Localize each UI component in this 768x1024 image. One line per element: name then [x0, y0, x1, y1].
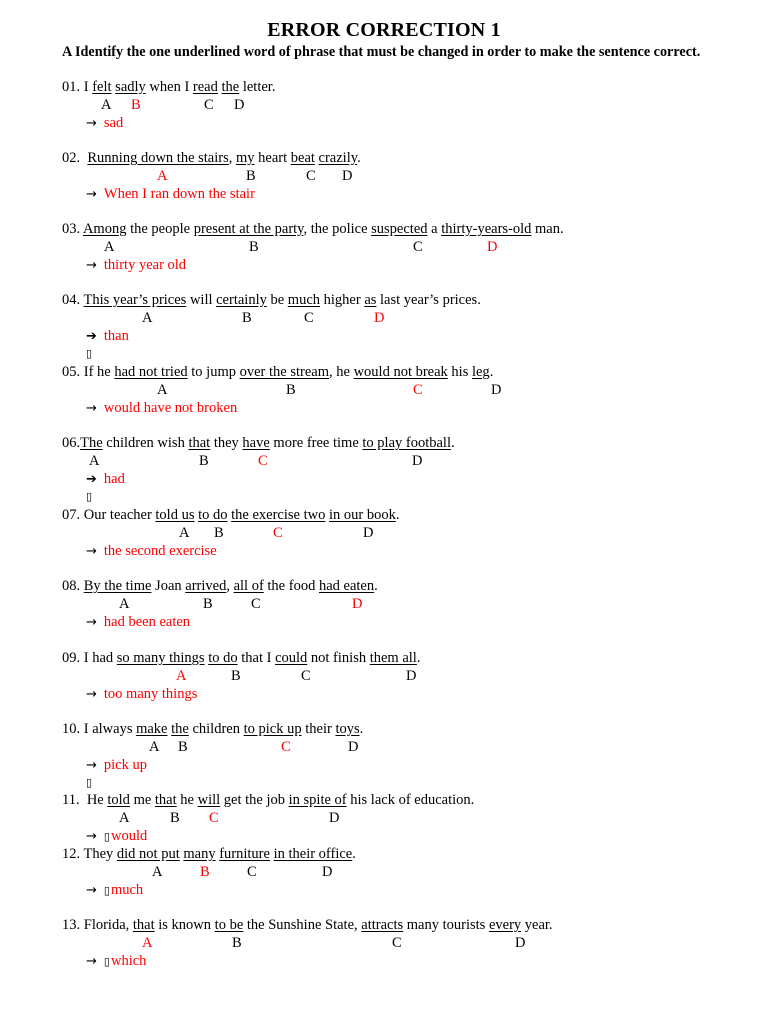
sentence-text: be [266, 292, 288, 308]
sentence-text: children [188, 721, 244, 737]
placeholder-box-icon: ▯ [103, 955, 110, 968]
sentence-text: 01. I [62, 79, 93, 95]
sentence-text: 09. I had [62, 650, 117, 666]
arrow-icon: → [86, 687, 97, 702]
arrow-icon: → [86, 954, 97, 969]
option-letter-b: B [131, 97, 141, 113]
option-letter-d: D [412, 453, 423, 469]
underlined-option: to pick up [243, 721, 302, 737]
arrow-icon: → [86, 544, 97, 559]
page-title: ERROR CORRECTION 1 [267, 19, 501, 41]
sentence-text: 02. [62, 150, 88, 166]
option-letters [0, 810, 768, 827]
option-letter-b: B [214, 525, 224, 541]
correction-answer [86, 828, 147, 845]
sentence-text: 06. [62, 435, 81, 451]
placeholder-box-icon: ▯ [103, 830, 110, 843]
correction-text: much [110, 882, 144, 898]
sentence-text: when I [145, 79, 193, 95]
option-letter-b: B [232, 935, 242, 951]
underlined-option: many [183, 846, 216, 862]
sentence-text: 07. Our teacher [62, 507, 156, 523]
placeholder-box-icon: ▯ [103, 884, 110, 897]
underlined-option: did not put [116, 846, 180, 862]
underlined-option: make [136, 721, 168, 737]
question-sentence [62, 221, 564, 238]
correction-answer [86, 471, 125, 488]
sentence-text: more free time [269, 435, 363, 451]
option-letter-c: C [413, 382, 423, 398]
correction-text: had [103, 471, 125, 487]
option-letter-d: D [322, 864, 333, 880]
underlined-option: told [107, 792, 130, 808]
sentence-text: letter. [239, 79, 276, 95]
option-letters [0, 525, 768, 542]
underlined-option: in their office [273, 846, 353, 862]
option-letter-c: C [306, 168, 316, 184]
sentence-text: that I [237, 650, 276, 666]
underlined-option: certainly [216, 292, 267, 308]
option-letter-c: C [273, 525, 283, 541]
option-letter-a: A [152, 864, 163, 880]
option-letter-d: D [352, 596, 363, 612]
correction-text: would [110, 828, 148, 844]
option-letter-a: A [142, 935, 153, 951]
option-letter-c: C [392, 935, 402, 951]
arrow-icon: → [86, 187, 97, 202]
question-sentence [62, 507, 399, 524]
sentence-text: . [489, 364, 494, 380]
underlined-option: read [192, 79, 218, 95]
placeholder-box-icon: ▯ [86, 490, 93, 503]
option-letter-a: A [101, 97, 112, 113]
sentence-text: . [352, 846, 356, 862]
underlined-option: beat [290, 150, 315, 166]
option-letter-a: A [157, 382, 168, 398]
arrow-icon: → [86, 883, 97, 898]
option-letter-b: B [246, 168, 256, 184]
sentence-text: he [176, 792, 198, 808]
underlined-option: thirty-years-old [441, 221, 532, 237]
underlined-option: attracts [361, 917, 404, 933]
correction-text: than [103, 328, 129, 344]
option-letters [0, 935, 768, 952]
option-letter-c: C [281, 739, 291, 755]
option-letters [0, 239, 768, 256]
arrow-icon: → [86, 829, 97, 844]
sentence-text: 13. Florida, [62, 917, 133, 933]
question-sentence [62, 364, 493, 381]
sentence-text: . [450, 435, 455, 451]
underlined-option: leg [471, 364, 490, 380]
sentence-text: 10. I always [62, 721, 137, 737]
arrow-icon: → [86, 258, 97, 273]
correction-text: When I ran down the stair [103, 186, 255, 202]
option-letter-a: A [104, 239, 115, 255]
question-sentence [62, 578, 378, 595]
underlined-option: Running down the stairs [87, 150, 229, 166]
correction-answer [86, 882, 143, 899]
sentence-text: 12. They [62, 846, 117, 862]
sentence-text: is known [154, 917, 215, 933]
underlined-option: that [188, 435, 211, 451]
correction-text: thirty year old [103, 257, 187, 273]
sentence-text: 04. [62, 292, 84, 308]
option-letter-a: A [119, 596, 130, 612]
question-sentence [62, 721, 363, 738]
option-letter-d: D [329, 810, 340, 826]
sentence-text: , [228, 150, 236, 166]
question-sentence [62, 150, 361, 167]
underlined-option: sadly [115, 79, 146, 95]
question-sentence [62, 79, 275, 96]
sentence-text: their [301, 721, 336, 737]
option-letters [0, 168, 768, 185]
sentence-text: . [395, 507, 400, 523]
correction-answer [86, 686, 197, 703]
option-letter-d: D [342, 168, 353, 184]
sentence-text: his lack of education. [346, 792, 475, 808]
underlined-option: have [242, 435, 270, 451]
correction-text: would have not broken [103, 400, 238, 416]
arrow-icon: ➔ [86, 329, 97, 344]
correction-text: too many things [103, 686, 198, 702]
sentence-text: , the police [303, 221, 372, 237]
arrow-icon: → [86, 401, 97, 416]
option-letter-a: A [119, 810, 130, 826]
option-letter-a: A [89, 453, 100, 469]
option-letters [0, 97, 768, 114]
underlined-option: toys [335, 721, 360, 737]
underlined-option: so many things [116, 650, 205, 666]
correction-answer [86, 953, 146, 970]
correction-answer [86, 757, 147, 774]
correction-answer [86, 400, 237, 417]
arrow-icon: ➔ [86, 472, 97, 487]
sentence-text: 08. [62, 578, 84, 594]
correction-answer [86, 186, 255, 203]
option-letters [0, 668, 768, 685]
underlined-option: to be [214, 917, 244, 933]
option-letter-c: C [209, 810, 219, 826]
underlined-option: had eaten [318, 578, 375, 594]
underlined-option: over the stream [239, 364, 329, 380]
sentence-text: heart [254, 150, 291, 166]
sentence-text: Joan [151, 578, 186, 594]
option-letter-b: B [170, 810, 180, 826]
correction-answer [86, 614, 190, 631]
question-sentence [62, 292, 481, 309]
option-letter-b: B [231, 668, 241, 684]
underlined-option: This year’s prices [83, 292, 187, 308]
option-letter-c: C [204, 97, 214, 113]
option-letter-c: C [301, 668, 311, 684]
option-letters [0, 453, 768, 470]
sentence-text: year. [521, 917, 553, 933]
option-letters [0, 864, 768, 881]
underlined-option: in spite of [288, 792, 347, 808]
underlined-option: to do [198, 507, 228, 523]
option-letter-d: D [487, 239, 498, 255]
correction-text: had been eaten [103, 614, 191, 630]
underlined-option: in our book [328, 507, 396, 523]
option-letter-b: B [203, 596, 213, 612]
question-sentence [62, 846, 356, 863]
sentence-text: me [129, 792, 155, 808]
underlined-option: that [132, 917, 155, 933]
underlined-option: the [171, 721, 189, 737]
sentence-text: last year’s prices. [376, 292, 481, 308]
sentence-text: higher [320, 292, 365, 308]
underlined-option: the exercise two [231, 507, 326, 523]
question-sentence [62, 650, 420, 667]
option-letter-b: B [178, 739, 188, 755]
underlined-option: suspected [371, 221, 428, 237]
underlined-option: felt [92, 79, 112, 95]
option-letter-d: D [406, 668, 417, 684]
instruction-text: A Identify the one underlined word of phrase that must be changed in order to make the sentence correct. [62, 44, 701, 60]
question-sentence [62, 917, 553, 934]
underlined-option: furniture [219, 846, 270, 862]
underlined-option: the [221, 79, 240, 95]
option-letter-b: B [200, 864, 210, 880]
sentence-text: . [357, 150, 361, 166]
underlined-option: The [80, 435, 103, 451]
option-letter-b: B [242, 310, 252, 326]
arrow-icon: → [86, 758, 97, 773]
correction-answer [86, 115, 123, 132]
option-letter-a: A [179, 525, 190, 541]
underlined-option: Among [82, 221, 127, 237]
correction-text: sad [103, 115, 124, 131]
option-letter-d: D [363, 525, 374, 541]
option-letter-d: D [491, 382, 502, 398]
option-letter-a: A [149, 739, 160, 755]
sentence-text: get the job [220, 792, 289, 808]
underlined-option: had not tried [114, 364, 188, 380]
underlined-option: my [236, 150, 255, 166]
option-letter-c: C [251, 596, 261, 612]
sentence-text: they [210, 435, 243, 451]
sentence-text: man. [531, 221, 564, 237]
sentence-text: his [447, 364, 472, 380]
sentence-text: the Sunshine State, [243, 917, 362, 933]
option-letter-d: D [515, 935, 526, 951]
arrow-icon: → [86, 116, 97, 131]
question-sentence [62, 435, 455, 452]
underlined-option: arrived [185, 578, 227, 594]
option-letter-a: A [142, 310, 153, 326]
sentence-text: . [374, 578, 378, 594]
correction-answer [86, 328, 129, 345]
underlined-option: that [154, 792, 177, 808]
option-letter-b: B [286, 382, 296, 398]
underlined-option: crazily [318, 150, 358, 166]
underlined-option: to do [208, 650, 238, 666]
option-letter-b: B [199, 453, 209, 469]
underlined-option: would not break [353, 364, 448, 380]
option-letter-a: A [157, 168, 168, 184]
option-letter-d: D [348, 739, 359, 755]
underlined-option: all of [233, 578, 264, 594]
sentence-text: the food [263, 578, 319, 594]
sentence-text: , [226, 578, 234, 594]
sentence-text: . [359, 721, 364, 737]
option-letter-d: D [374, 310, 385, 326]
sentence-text: many tourists [403, 917, 489, 933]
option-letter-c: C [258, 453, 268, 469]
underlined-option: much [287, 292, 321, 308]
underlined-option: told us [155, 507, 195, 523]
correction-answer [86, 257, 186, 274]
underlined-option: By the time [83, 578, 152, 594]
option-letter-a: A [176, 668, 187, 684]
correction-text: the second exercise [103, 543, 217, 559]
underlined-option: to play football [362, 435, 451, 451]
question-sentence [62, 792, 474, 809]
correction-text: which [110, 953, 147, 969]
underlined-option: could [275, 650, 308, 666]
sentence-text: 05. If he [62, 364, 115, 380]
underlined-option: as [364, 292, 377, 308]
underlined-option: them all [369, 650, 417, 666]
sentence-text: the people [126, 221, 194, 237]
option-letters [0, 739, 768, 756]
option-letter-c: C [247, 864, 257, 880]
sentence-text: to jump [187, 364, 240, 380]
option-letter-d: D [234, 97, 245, 113]
underlined-option: will [197, 792, 221, 808]
sentence-text: 03. [62, 221, 83, 237]
option-letter-c: C [304, 310, 314, 326]
sentence-text: not finish [307, 650, 370, 666]
sentence-text: a [427, 221, 442, 237]
sentence-text: will [186, 292, 217, 308]
option-letter-c: C [413, 239, 423, 255]
underlined-option: every [488, 917, 522, 933]
correction-answer [86, 543, 217, 560]
option-letters [0, 596, 768, 613]
sentence-text: . [416, 650, 421, 666]
sentence-text: 11. He [62, 792, 108, 808]
correction-text: pick up [103, 757, 147, 773]
option-letter-b: B [249, 239, 259, 255]
arrow-icon: → [86, 615, 97, 630]
placeholder-box-icon: ▯ [86, 776, 93, 789]
underlined-option: present at the party [193, 221, 304, 237]
option-letters [0, 382, 768, 399]
sentence-text: children wish [102, 435, 189, 451]
sentence-text: , he [329, 364, 354, 380]
option-letters [0, 310, 768, 327]
placeholder-box-icon: ▯ [86, 347, 93, 360]
